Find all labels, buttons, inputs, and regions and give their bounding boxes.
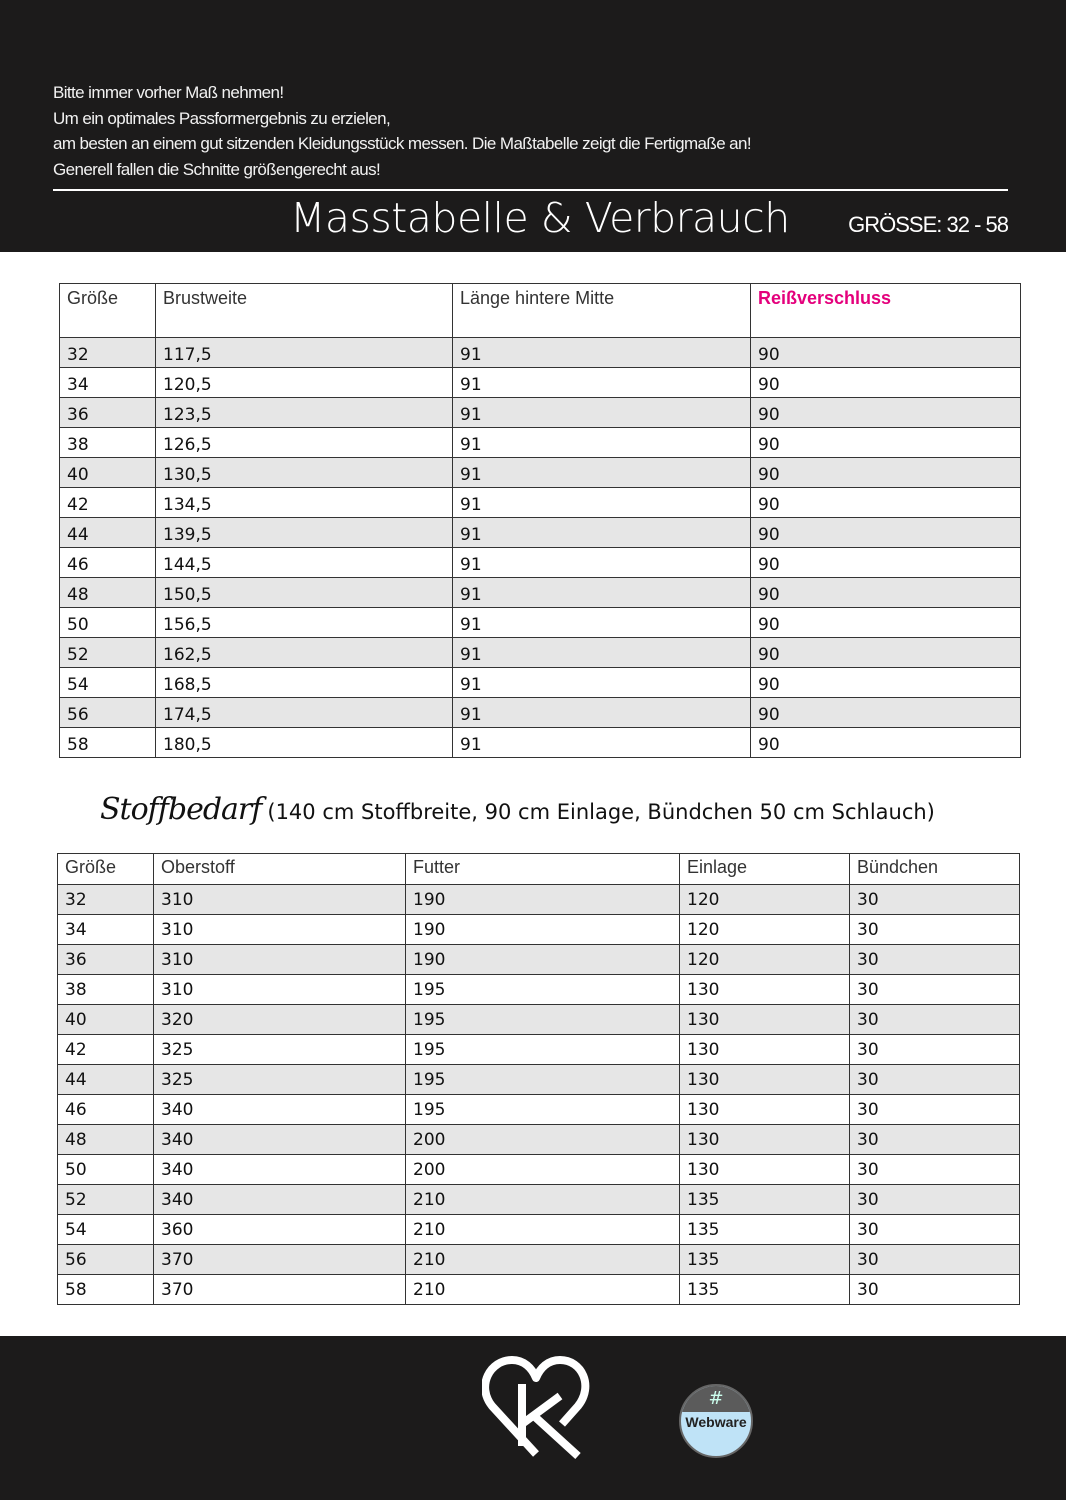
table-cell: 90: [751, 698, 1021, 728]
table-cell: 139,5: [156, 518, 453, 548]
table-cell: 30: [850, 975, 1020, 1005]
table-cell: 126,5: [156, 428, 453, 458]
table-cell: 135: [680, 1245, 850, 1275]
table-cell: 91: [453, 398, 751, 428]
table-cell: 310: [154, 945, 406, 975]
table-cell: 91: [453, 548, 751, 578]
table-cell: 91: [453, 368, 751, 398]
column-header: Oberstoff: [154, 854, 406, 885]
table-cell: 90: [751, 368, 1021, 398]
column-header: Einlage: [680, 854, 850, 885]
table-cell: 325: [154, 1035, 406, 1065]
table-cell: 30: [850, 885, 1020, 915]
fabric-subtitle: (140 cm Stoffbreite, 90 cm Einlage, Bündchen 50 cm Schlauch): [267, 800, 935, 824]
table-row: [60, 608, 1021, 638]
table-cell: 174,5: [156, 698, 453, 728]
table-cell: 30: [850, 1125, 1020, 1155]
table-row: [58, 1185, 1020, 1215]
table-cell: 210: [406, 1215, 680, 1245]
column-header: Reißverschluss: [751, 284, 1021, 338]
heart-k-logo: [482, 1354, 590, 1462]
table-cell: 130: [680, 1005, 850, 1035]
table-cell: 360: [154, 1215, 406, 1245]
table-cell: 91: [453, 518, 751, 548]
table-cell: 156,5: [156, 608, 453, 638]
table-row: [60, 428, 1021, 458]
table-cell: 195: [406, 1005, 680, 1035]
table-row: [58, 1245, 1020, 1275]
webware-badge: [679, 1384, 753, 1458]
table-cell: 162,5: [156, 638, 453, 668]
table-cell: 320: [154, 1005, 406, 1035]
table-row: [60, 518, 1021, 548]
table-cell: 52: [60, 638, 156, 668]
table-cell: 30: [850, 1275, 1020, 1305]
intro-text: [53, 80, 751, 182]
table-cell: 120: [680, 915, 850, 945]
table-cell: 30: [850, 1005, 1020, 1035]
table-row: [58, 1155, 1020, 1185]
column-header: Bündchen: [850, 854, 1020, 885]
grid-icon: #: [681, 1386, 751, 1412]
table-cell: 340: [154, 1155, 406, 1185]
table-cell: 200: [406, 1155, 680, 1185]
table-cell: 38: [60, 428, 156, 458]
table-cell: 190: [406, 945, 680, 975]
table-cell: 30: [850, 1155, 1020, 1185]
table-cell: 32: [58, 885, 154, 915]
table-cell: 340: [154, 1095, 406, 1125]
table-cell: 210: [406, 1275, 680, 1305]
table-cell: 32: [60, 338, 156, 368]
table-cell: 135: [680, 1275, 850, 1305]
table-cell: 91: [453, 608, 751, 638]
table-cell: 90: [751, 338, 1021, 368]
column-header: Länge hintere Mitte: [453, 284, 751, 338]
table-cell: 50: [60, 608, 156, 638]
table-cell: 130: [680, 975, 850, 1005]
table-cell: 34: [58, 915, 154, 945]
table-cell: 195: [406, 975, 680, 1005]
table-row: [58, 1005, 1020, 1035]
table-cell: 340: [154, 1185, 406, 1215]
table-cell: 130: [680, 1065, 850, 1095]
column-header: Größe: [60, 284, 156, 338]
table-row: [60, 638, 1021, 668]
table-cell: 91: [453, 488, 751, 518]
table-cell: 56: [58, 1245, 154, 1275]
table-cell: 120,5: [156, 368, 453, 398]
table-cell: 130: [680, 1155, 850, 1185]
table-cell: 190: [406, 885, 680, 915]
table-cell: 144,5: [156, 548, 453, 578]
table-cell: 46: [60, 548, 156, 578]
table-cell: 40: [58, 1005, 154, 1035]
table-cell: 190: [406, 915, 680, 945]
table-cell: 42: [60, 488, 156, 518]
table-cell: 91: [453, 728, 751, 758]
table-cell: 370: [154, 1245, 406, 1275]
table-cell: 91: [453, 428, 751, 458]
table-row: [58, 885, 1020, 915]
table-row: [58, 1275, 1020, 1305]
table-cell: 90: [751, 458, 1021, 488]
table-cell: 30: [850, 1185, 1020, 1215]
table-cell: 310: [154, 885, 406, 915]
table-cell: 120: [680, 885, 850, 915]
table-cell: 90: [751, 608, 1021, 638]
table-cell: 168,5: [156, 668, 453, 698]
table-cell: 30: [850, 1215, 1020, 1245]
table-row: [58, 975, 1020, 1005]
table-cell: 30: [850, 1065, 1020, 1095]
table-row: [60, 338, 1021, 368]
table-row: [60, 368, 1021, 398]
table-row: [60, 578, 1021, 608]
table-cell: 30: [850, 945, 1020, 975]
table-cell: 91: [453, 638, 751, 668]
table-cell: 91: [453, 698, 751, 728]
table-row: [58, 1125, 1020, 1155]
webware-label: Webware: [685, 1414, 747, 1430]
table-cell: 38: [58, 975, 154, 1005]
table-cell: 90: [751, 668, 1021, 698]
table-cell: 54: [58, 1215, 154, 1245]
table-cell: 50: [58, 1155, 154, 1185]
intro-line: Generell fallen die Schnitte größengerecht aus!: [53, 159, 381, 179]
table-cell: 210: [406, 1185, 680, 1215]
table-cell: 135: [680, 1185, 850, 1215]
table-cell: 30: [850, 915, 1020, 945]
table-cell: 130,5: [156, 458, 453, 488]
table-cell: 130: [680, 1095, 850, 1125]
table-cell: 90: [751, 548, 1021, 578]
table-row: [60, 548, 1021, 578]
table-row: [60, 728, 1021, 758]
size-range: GRÖSSE: 32 - 58: [848, 212, 1008, 237]
table-cell: 91: [453, 338, 751, 368]
table-cell: 91: [453, 578, 751, 608]
divider: [53, 189, 1008, 191]
table-cell: 46: [58, 1095, 154, 1125]
table-cell: 48: [58, 1125, 154, 1155]
table-row: [60, 458, 1021, 488]
table-cell: 90: [751, 638, 1021, 668]
measurement-table: [59, 283, 1021, 758]
table-cell: 340: [154, 1125, 406, 1155]
table-cell: 34: [60, 368, 156, 398]
table-cell: 117,5: [156, 338, 453, 368]
table-row: [58, 1215, 1020, 1245]
table-cell: 54: [60, 668, 156, 698]
column-header: Brustweite: [156, 284, 453, 338]
table-cell: 130: [680, 1035, 850, 1065]
table-row: [60, 398, 1021, 428]
table-cell: 90: [751, 488, 1021, 518]
table-cell: 58: [60, 728, 156, 758]
table-cell: 200: [406, 1125, 680, 1155]
table-cell: 48: [60, 578, 156, 608]
intro-line: am besten an einem gut sitzenden Kleidungsstück messen. Die Maßtabelle zeigt die Fertigmaße an!: [53, 134, 752, 153]
column-header: Größe: [58, 854, 154, 885]
table-cell: 120: [680, 945, 850, 975]
fabric-table: [57, 853, 1020, 1305]
table-cell: 195: [406, 1035, 680, 1065]
table-row: [58, 1035, 1020, 1065]
table-cell: 150,5: [156, 578, 453, 608]
header-banner: [0, 0, 1066, 252]
table-row: [58, 945, 1020, 975]
table-cell: 36: [60, 398, 156, 428]
table-cell: 42: [58, 1035, 154, 1065]
table-cell: 44: [58, 1065, 154, 1095]
table-cell: 30: [850, 1245, 1020, 1275]
table-cell: 310: [154, 915, 406, 945]
table-cell: 91: [453, 458, 751, 488]
table-cell: 123,5: [156, 398, 453, 428]
column-header: Futter: [406, 854, 680, 885]
fabric-heading: [100, 792, 935, 827]
table-row: [60, 488, 1021, 518]
intro-line: Bitte immer vorher Maß nehmen!: [53, 83, 284, 102]
table-cell: 58: [58, 1275, 154, 1305]
table-cell: 90: [751, 578, 1021, 608]
table-cell: 310: [154, 975, 406, 1005]
table-cell: 90: [751, 398, 1021, 428]
table-cell: 135: [680, 1215, 850, 1245]
table-cell: 30: [850, 1035, 1020, 1065]
table-row: [58, 1095, 1020, 1125]
footer: [0, 1336, 1066, 1500]
table-cell: 325: [154, 1065, 406, 1095]
table-row: [60, 698, 1021, 728]
intro-line: Um ein optimales Passformergebnis zu erzielen,: [53, 108, 391, 128]
table-cell: 130: [680, 1125, 850, 1155]
table-cell: 44: [60, 518, 156, 548]
table-cell: 56: [60, 698, 156, 728]
table-cell: 195: [406, 1095, 680, 1125]
table-row: [58, 915, 1020, 945]
fabric-script-title: Stoffbedarf: [100, 792, 262, 827]
table-cell: 210: [406, 1245, 680, 1275]
table-cell: 90: [751, 428, 1021, 458]
table-cell: 40: [60, 458, 156, 488]
table-cell: 180,5: [156, 728, 453, 758]
table-cell: 91: [453, 668, 751, 698]
page-title: Masstabelle & Verbrauch: [290, 194, 790, 242]
table-cell: 134,5: [156, 488, 453, 518]
table-cell: 36: [58, 945, 154, 975]
table-cell: 52: [58, 1185, 154, 1215]
table-cell: 195: [406, 1065, 680, 1095]
table-cell: 90: [751, 518, 1021, 548]
table-cell: 90: [751, 728, 1021, 758]
table-cell: 30: [850, 1095, 1020, 1125]
table-row: [60, 668, 1021, 698]
table-row: [58, 1065, 1020, 1095]
table-cell: 370: [154, 1275, 406, 1305]
